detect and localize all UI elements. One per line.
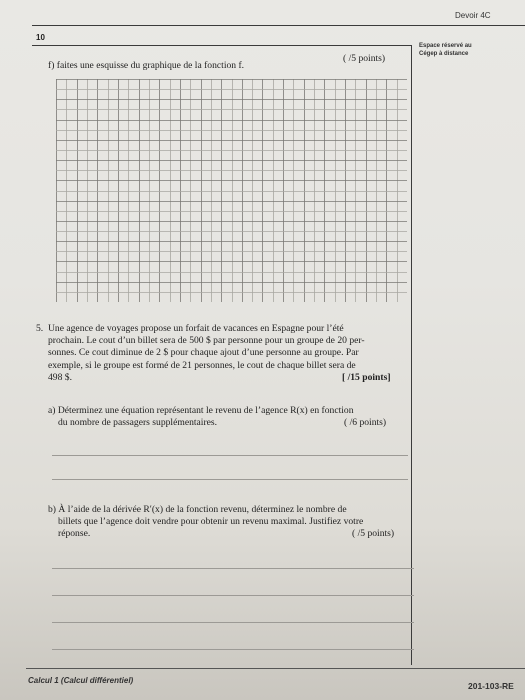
- question-f-points: ( /5 points): [343, 53, 386, 64]
- question-5-line: exemple, si le groupe est formé de 21 personnes, le cout de chaque billet sera de: [48, 359, 356, 371]
- footer-rule: [26, 668, 525, 669]
- header-rule-2: [32, 45, 412, 46]
- question-5a-line2: du nombre de passagers supplémentaires.: [58, 417, 218, 429]
- footer-course-number: 201-103-RE: [468, 681, 514, 691]
- question-5a-line1: a) Déterminez une équation représentant le revenu de l’agence R(x) en fonction: [48, 405, 354, 416]
- page-number: 10: [36, 33, 45, 42]
- answer-line[interactable]: [52, 568, 414, 569]
- answer-line[interactable]: [52, 595, 414, 596]
- course-code: Devoir 4C: [455, 11, 491, 20]
- margin-divider: [411, 45, 412, 665]
- answer-line[interactable]: [52, 479, 408, 480]
- question-5b-line3: réponse.: [58, 528, 91, 540]
- question-5-number: 5.: [36, 323, 44, 334]
- footer-course-name: Calcul 1 (Calcul différentiel): [28, 676, 134, 685]
- question-f-label: f) faites une esquisse du graphique de la fonction f.: [48, 60, 245, 71]
- answer-line[interactable]: [52, 455, 408, 456]
- margin-note-line2: Cégep à distance: [419, 51, 469, 57]
- sketch-grid[interactable]: [56, 79, 407, 302]
- question-5-line: Une agence de voyages propose un forfait de vacances en Espagne pour l’été: [48, 323, 344, 334]
- question-5-line: 498 $.: [48, 371, 72, 383]
- question-5b-line1: b) À l’aide de la dérivée R′(x) de la fonction revenu, déterminez le nombre de: [48, 504, 347, 515]
- margin-note: [419, 42, 472, 58]
- question-5-line: prochain. Le cout d’un billet sera de 500 $ par personne pour un groupe de 20 per-: [48, 335, 365, 347]
- answer-line[interactable]: [52, 649, 414, 650]
- question-5a-points: ( /6 points): [344, 417, 387, 428]
- question-5b-line2: billets que l’agence doit vendre pour obtenir un revenu maximal. Justifiez votre: [58, 516, 364, 528]
- question-5-points: [ /15 points]: [342, 372, 391, 383]
- margin-note-line1: Espace réservé au: [419, 43, 472, 49]
- answer-line[interactable]: [52, 622, 414, 623]
- question-5-line: sonnes. Ce cout diminue de 2 $ pour chaque ajout d’une personne au groupe. Par: [48, 347, 359, 359]
- header-rule: [32, 25, 525, 26]
- question-5b-points: ( /5 points): [352, 528, 395, 539]
